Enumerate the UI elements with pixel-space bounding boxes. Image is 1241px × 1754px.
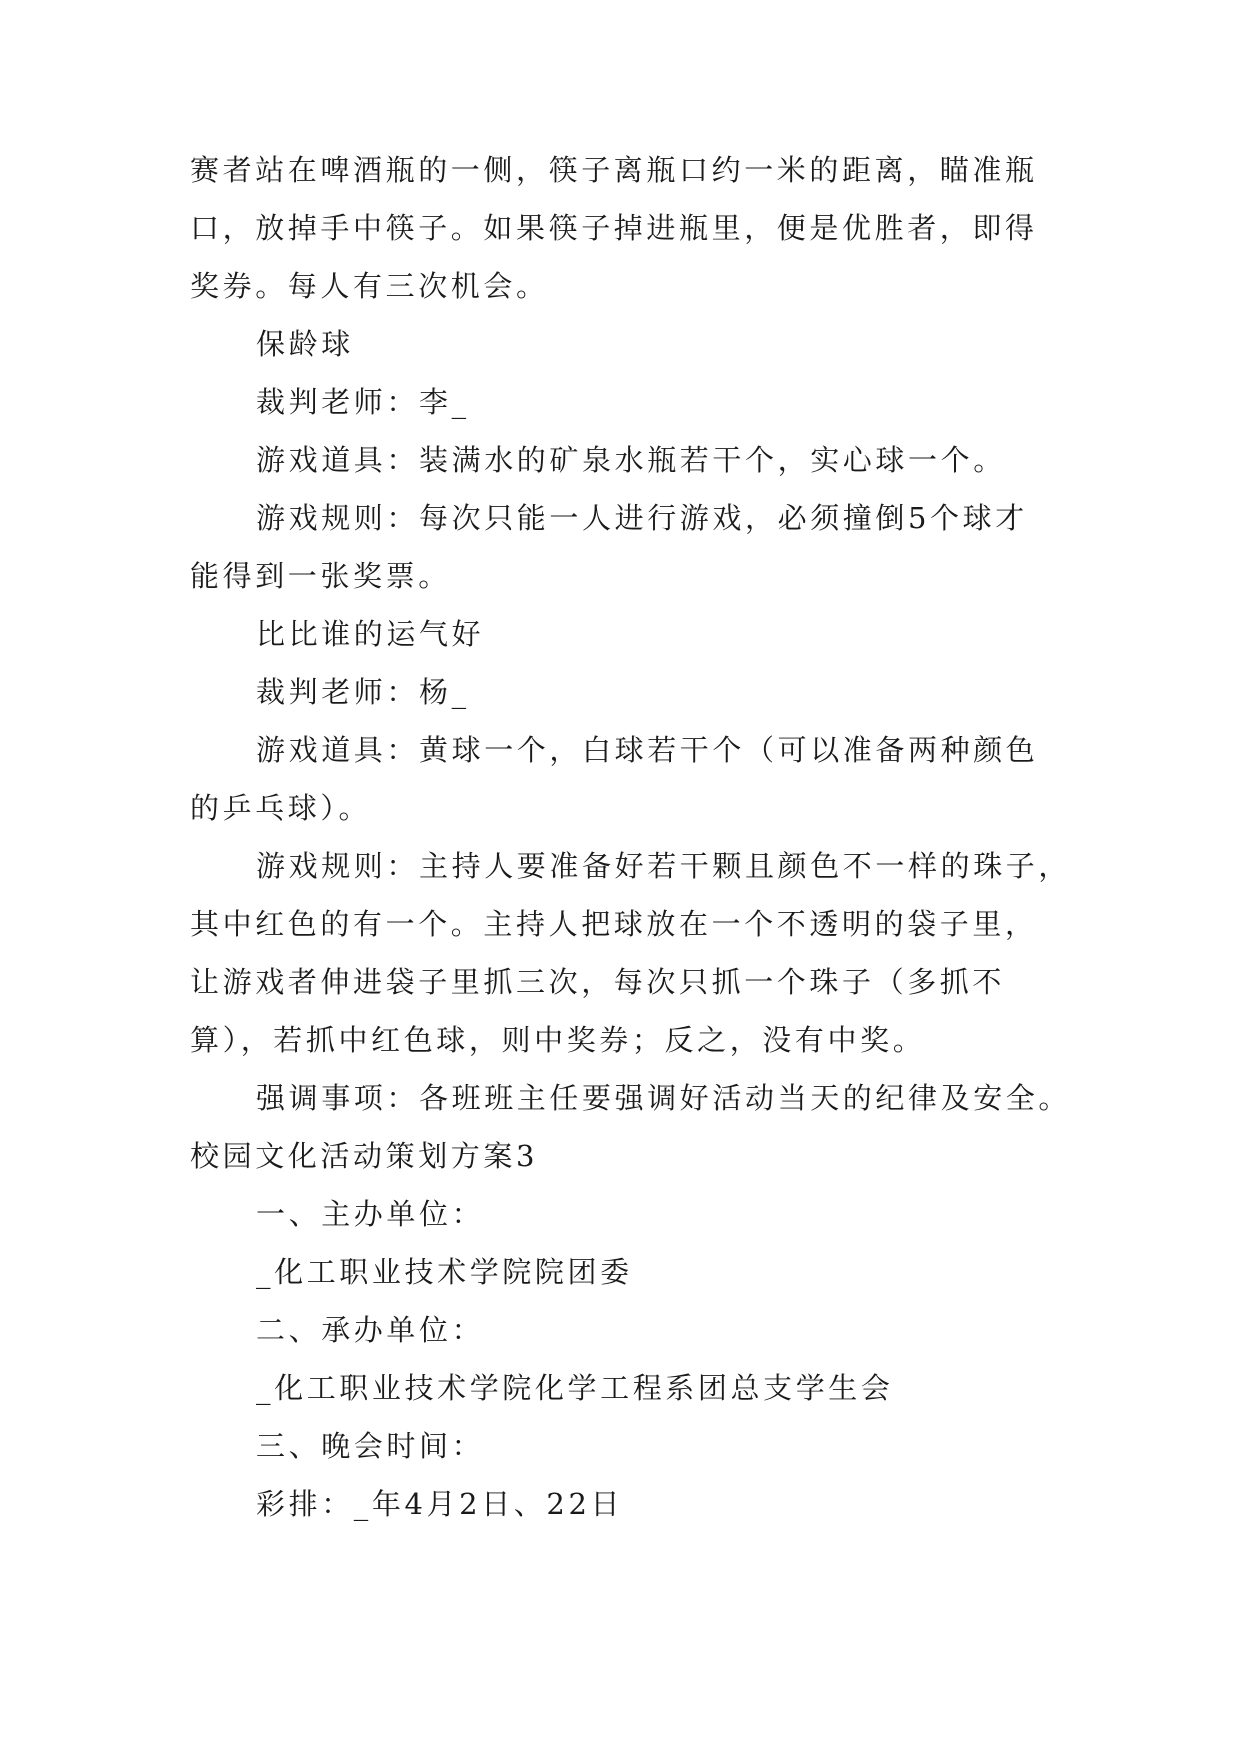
document-title: 校园文化活动策划方案3 (190, 1139, 539, 1173)
text-line: 游戏规则：主持人要准备好若干颗且颜色不一样的珠子， (256, 849, 1072, 883)
text-line: 让游戏者伸进袋子里抓三次，每次只抓一个珠子（多抓不 (190, 965, 1006, 999)
text-line: 彩排：_年4月2日、22日 (256, 1487, 624, 1521)
section-heading: 二、承办单位： (256, 1313, 485, 1347)
text-line: _化工职业技术学院院团委 (256, 1255, 633, 1289)
text-line: 裁判老师：李_ (256, 385, 470, 419)
section-heading: 比比谁的运气好 (256, 617, 485, 651)
text-line: 奖券。每人有三次机会。 (190, 269, 549, 303)
text-line: 裁判老师：杨_ (256, 675, 470, 709)
section-heading: 保龄球 (256, 327, 354, 361)
text-line: 游戏规则：每次只能一人进行游戏，必须撞倒5个球才 (256, 501, 1028, 535)
section-heading: 三、晚会时间： (256, 1429, 485, 1463)
text-line: 的乒乓球）。 (190, 791, 372, 825)
text-line: 赛者站在啤酒瓶的一侧，筷子离瓶口约一米的距离，瞄准瓶 (190, 153, 1038, 187)
text-line: 算），若抓中红色球，则中奖券；反之，没有中奖。 (190, 1023, 926, 1057)
text-line: 强调事项：各班班主任要强调好活动当天的纪律及安全。 (256, 1081, 1072, 1115)
section-heading: 一、主办单位： (256, 1197, 485, 1231)
text-line: 能得到一张奖票。 (190, 559, 451, 593)
text-line: 口，放掉手中筷子。如果筷子掉进瓶里，便是优胜者，即得 (190, 211, 1038, 245)
text-line: 游戏道具：黄球一个，白球若干个（可以准备两种颜色 (256, 733, 1039, 767)
text-line: 其中红色的有一个。主持人把球放在一个不透明的袋子里， (190, 907, 1038, 941)
text-line: 游戏道具：装满水的矿泉水瓶若干个，实心球一个。 (256, 443, 1006, 477)
text-line: _化工职业技术学院化学工程系团总支学生会 (256, 1371, 894, 1405)
